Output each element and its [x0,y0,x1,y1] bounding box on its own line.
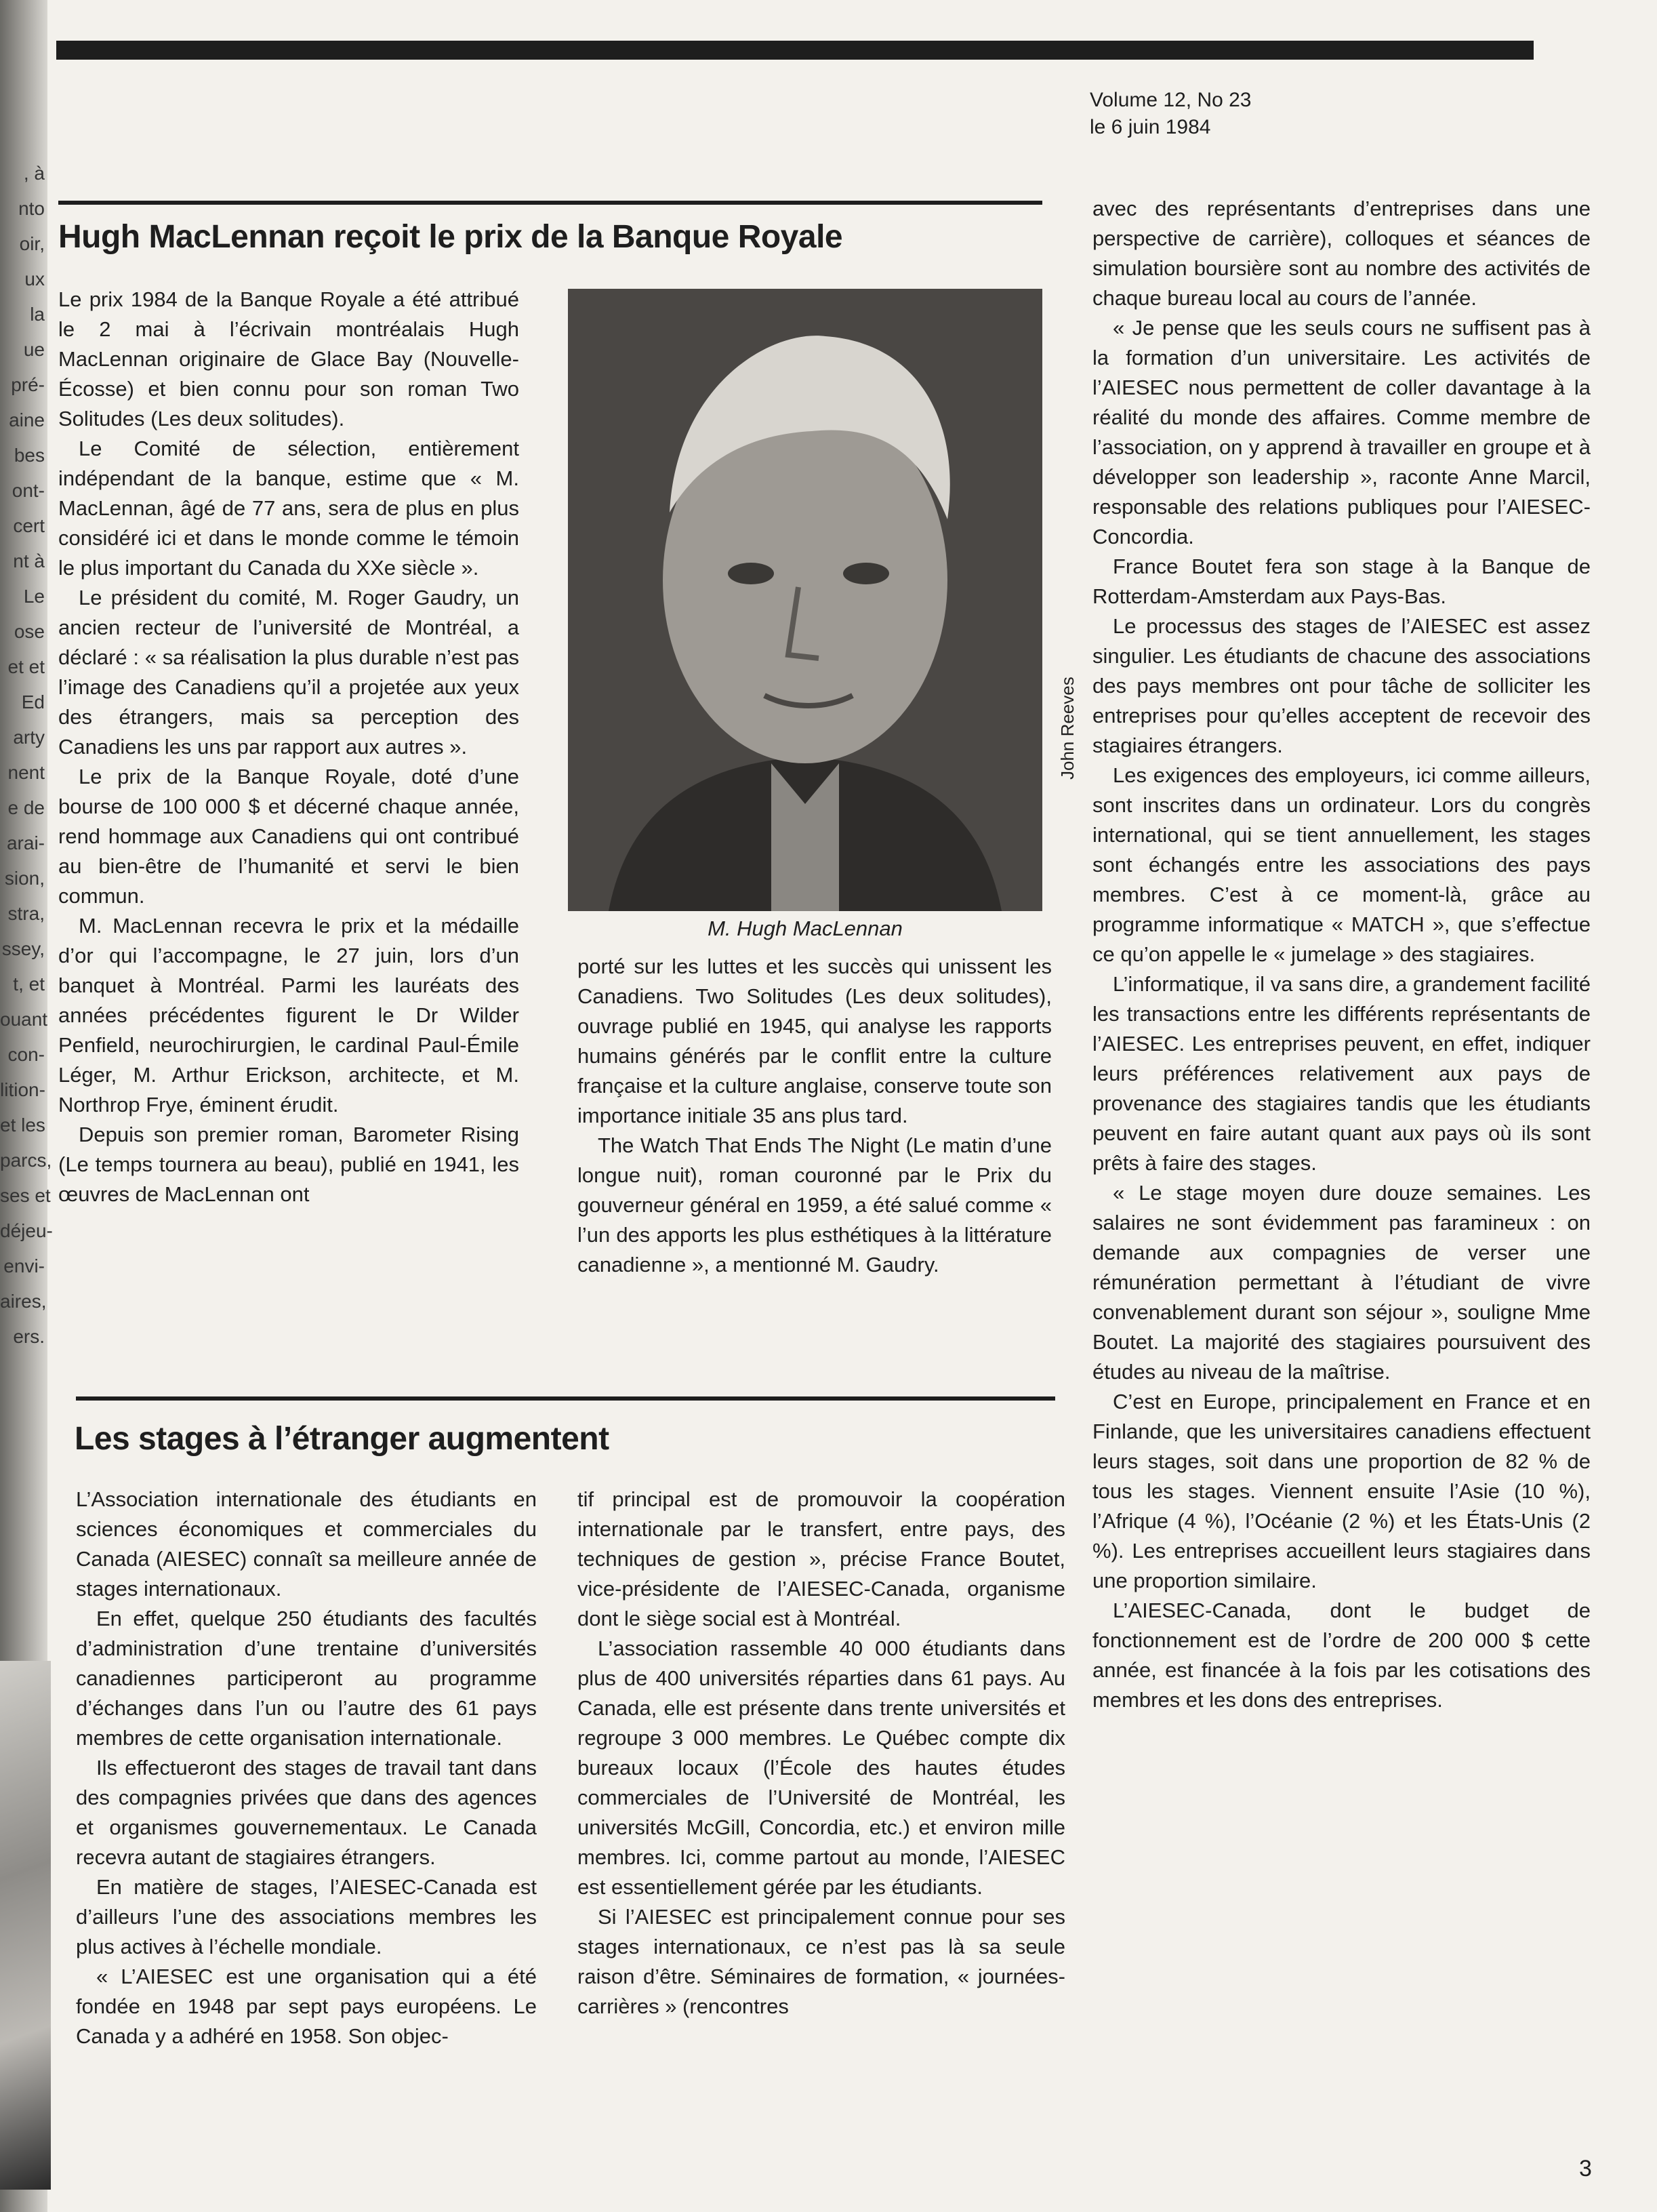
previous-page-fragment: et et [7,656,45,677]
article1-column-1 [58,285,519,1209]
paragraph: M. MacLennan recevra le prix et la médaille d’or qui l’accompagne, le 27 juin, lors d’un banquet à Montréal. Parmi les lauréats des années précédentes figurent le Dr Wilder Penfield, neurochirurgien, le cardinal Paul-Émile Léger, M. Arthur Erickson, architecte, et M. Northrop Frye, éminent érudit. [58,914,519,1117]
previous-page-fragment: aires, [0,1291,47,1312]
paragraph: L’informatique, il va sans dire, a grandement facilité les transactions entre les différents représentants de l’AIESEC. Les entreprises peuvent, en effet, indiquer leurs préférences relativement aux pays de provenance des stagiaires tandis que les étudiants peuvent en faire autant quant aux pays où ils sont prêts à faire des stages. [1092,972,1591,1175]
page-number: 3 [1579,2156,1592,2181]
top-rule [56,41,1534,60]
previous-page-fragment: ue [23,339,45,360]
volume-number: Volume 12, No 23 [1090,89,1252,111]
paragraph: Si l’AIESEC est principalement connue pour ses stages internationaux, ce n’est pas là sa seule raison d’être. Séminaires de formation, « journées-carrières » (rencontres [577,1905,1065,2018]
article2-column-2 [577,1485,1065,2022]
article2-column-3 [1092,194,1591,1715]
previous-page-fragment: t, et [13,973,45,994]
previous-page-fragment: ers. [13,1326,45,1347]
article2-rule [76,1396,1055,1401]
previous-page-fragment: nto [18,198,45,219]
paragraph: Les exigences des employeurs, ici comme ailleurs, sont inscrites dans un ordinateur. Lors du congrès international, qui se tient annuellement, les stages sont échangés entre les associations des pays membres. C’est à ce moment-là, grâce au programme informatique « MATCH », que s’effectue ce qu’on appelle le « jumelage » des stagiaires. [1092,763,1591,966]
paragraph: Ils effectueront des stages de travail tant dans des compagnies privées que dans des agences et organismes gouvernementaux. Le Canada recevra autant de stagiaires étrangers. [76,1756,537,1869]
paragraph: « L’AIESEC est une organisation qui a été fondée en 1948 par sept pays européens. Le Canada y a adhéré en 1958. Son objec- [76,1965,537,2048]
paragraph: C’est en Europe, principalement en France et en Finlande, que les universitaires canadiens effectuent leurs stages, soit dans une proportion de 82 % de tous les stages. Viennent ensuite l’Asie (10 %), l’Afrique (4 %), l’Océanie (2 %) et les États-Unis (2 %). Les entreprises accueillent leurs stagiaires dans une proportion similaire. [1092,1390,1591,1592]
previous-page-fragment: oir, [19,233,45,254]
article2-title: Les stages à l’étranger augmentent [75,1421,609,1457]
portrait-photo [568,289,1042,911]
previous-page-fragment: la [30,304,45,325]
article2-column-1 [76,1485,537,2051]
paragraph: Le processus des stages de l’AIESEC est assez singulier. Les étudiants de chacune des associations des pays membres ont pour tâche de solliciter les entreprises pour qu’elles acceptent de recevoir des stagiaires étrangers. [1092,614,1591,757]
previous-page-fragment: ose [14,621,45,642]
previous-page-fragment: envi- [3,1255,45,1276]
issue-info [1090,87,1252,141]
previous-page-photo-edge [0,1661,51,2190]
previous-page-fragment: nt à [13,550,45,571]
previous-page-fragment: nent [7,762,45,783]
photo-credit: John Reeves [1057,677,1078,780]
paragraph: Le président du comité, M. Roger Gaudry, un ancien recteur de l’université de Montréal, a déclaré : « sa réalisation la plus durable n’est pas l’image des Canadiens qu’il a projetée aux yeux des étrangers, mais sa perception des Canadiens les uns par rapport aux autres ». [58,586,519,759]
previous-page-fragment: sion, [4,868,45,889]
previous-page-fragment: arty [13,727,45,748]
photo-caption: M. Hugh MacLennan [708,917,903,940]
paragraph: Depuis son premier roman, Barometer Rising (Le temps tournera au beau), publié en 1941, les œuvres de MacLennan ont [58,1123,519,1206]
paragraph: France Boutet fera son stage à la Banque de Rotterdam-Amsterdam aux Pays-Bas. [1092,555,1591,608]
paragraph: Le prix 1984 de la Banque Royale a été attribué le 2 mai à l’écrivain montréalais Hugh MacLennan originaire de Glace Bay (Nouvelle-Écosse) et bien connu pour son roman Two Solitudes (Les deux solitudes). [58,287,519,430]
previous-page-fragment: aine [9,409,45,430]
previous-page-fragment: Le [23,586,45,607]
previous-page-fragment: ssey, [1,938,45,959]
paragraph: En matière de stages, l’AIESEC-Canada est d’ailleurs l’une des associations membres les plus actives à l’échelle mondiale. [76,1875,537,1958]
portrait-image [568,289,1042,911]
issue-date: le 6 juin 1984 [1090,116,1211,138]
article1-column-2 [577,952,1052,1280]
previous-page-strip [0,156,53,1444]
previous-page-fragment: et les [0,1114,45,1135]
previous-page-fragment: ux [24,268,45,289]
previous-page-fragment: bes [14,445,45,466]
previous-page-fragment: stra, [7,903,45,924]
previous-page-fragment: Ed [21,691,45,712]
previous-page-fragment: e de [7,797,45,818]
paragraph: L’AIESEC-Canada, dont le budget de fonctionnement est de l’ordre de 200 000 $ cette année, est financée à la fois par les cotisations des membres et les dons des entreprises. [1092,1598,1591,1712]
article1-rule [58,201,1042,205]
previous-page-fragment: , à [23,163,45,184]
previous-page-fragment: con- [7,1044,45,1065]
previous-page-fragment: déjeu- [0,1220,53,1241]
previous-page-fragment: arai- [6,832,45,853]
previous-page-fragment: pré- [11,374,45,395]
paragraph: Le prix de la Banque Royale, doté d’une bourse de 100 000 $ et décerné chaque année, rend hommage aux Canadiens qui ont contribué au bien-être de l’humanité et servi le bien commun. [58,765,519,908]
paragraph: « Le stage moyen dure douze semaines. Les salaires ne sont évidemment pas faramineux : on demande aux compagnies de verser une rémunération permettant à l’étudiant de vivre convenablement durant son séjour », souligne Mme Boutet. La majorité des stagiaires poursuivent des études au niveau de la maîtrise. [1092,1181,1591,1384]
previous-page-fragment: lition- [0,1079,45,1100]
article1-title: Hugh MacLennan reçoit le prix de la Banque Royale [58,219,843,255]
previous-page-fragment: ont- [12,480,45,501]
paragraph: L’association rassemble 40 000 étudiants dans plus de 400 universités réparties dans 61 pays. Au Canada, elle est présente dans trente universités et regroupe 3 000 membres. Le Québec compte dix bureaux locaux (l’École des hautes études commerciales de l’Université de Montréal, les universités McGill, Concordia, etc.) et environ mille membres. Ici, comme partout au monde, l’AIESEC est essentiellement gérée par les étudiants. [577,1636,1065,1899]
paragraph: En effet, quelque 250 étudiants des facultés d’administration d’une trentaine d’universités canadiennes participeront au programme d’échanges dans l’un ou l’autre des 61 pays membres de cette organisation internationale. [76,1607,537,1750]
paragraph: « Je pense que les seuls cours ne suffisent pas à la formation d’un universitaire. Les activités de l’AIESEC nous permettent de coller davantage à la réalité du monde des affaires. Comme membre de l’association, on y apprend à travailler en groupe et à développer son leadership », raconte Anne Marcil, responsable des relations publiques pour l’AIESEC-Concordia. [1092,316,1591,548]
paragraph: avec des représentants d’entreprises dans une perspective de carrière), colloques et séances de simulation boursière sont au nombre des activités de chaque bureau local au cours de l’année. [1092,197,1591,310]
paragraph: porté sur les luttes et les succès qui unissent les Canadiens. Two Solitudes (Les deux solitudes), ouvrage publié en 1945, qui analyse les rapports humains générés par le conflit entre la culture française et la culture anglaise, conserve toute son importance initiale 35 ans plus tard. [577,954,1052,1127]
paragraph: Le Comité de sélection, entièrement indépendant de la banque, estime que « M. MacLennan, âgé de 77 ans, sera de plus en plus considéré ici et dans le monde comme le témoin le plus important du Canada du XXe siècle ». [58,437,519,580]
previous-page-fragment: parcs, [0,1150,52,1171]
previous-page-fragment: cert [13,515,45,536]
paragraph: The Watch That Ends The Night (Le matin d’une longue nuit), roman couronné par le Prix du gouverneur général en 1959, a été salué comme « l’un des apports les plus esthétiques à la littérature canadienne », a mentionné M. Gaudry. [577,1133,1052,1276]
paragraph: L’Association internationale des étudiants en sciences économiques et commerciales du Canada (AIESEC) connaît sa meilleure année de stages internationaux. [76,1487,537,1601]
paragraph: tif principal est de promouvoir la coopération internationale par le transfert, entre pays, des techniques de gestion », précise France Boutet, vice-présidente de l’AIESEC-Canada, organisme dont le siège social est à Montréal. [577,1487,1065,1630]
previous-page-fragment: ouant [0,1009,48,1030]
previous-page-fragment: ses et [0,1185,51,1206]
